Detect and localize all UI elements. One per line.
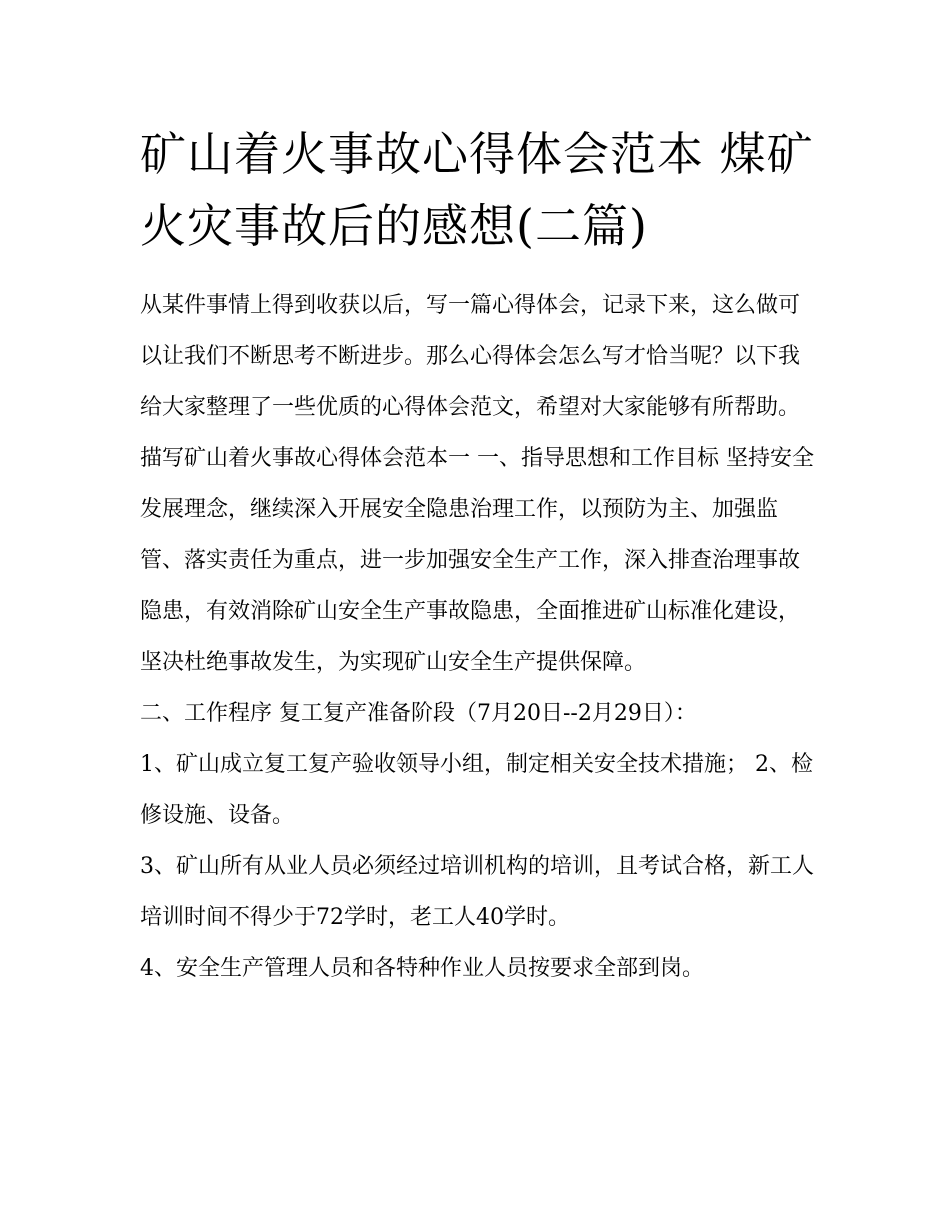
paragraph-work-procedure: 二、工作程序 复工复产准备阶段（7月20日--2月29日）： [140,701,697,726]
document-title: 矿山着火事故心得体会范本 煤矿火灾事故后的感想(二篇) [140,127,814,253]
paragraph-guiding-thought: 描写矿山着火事故心得体会范本一 一、指导思想和工作目标 坚持安全发展理念，继续深入开展安全隐患治理工作，以预防为主、加强监管、落实责任为重点，进一步加强安全生产工作，深入排查治理事故隐患，有效消除矿山安全生产事故隐患，全面推进矿山标准化建设，坚决杜绝事故发生，为实现矿山安全生产提供保障。 [140,446,814,675]
document-body [140,280,820,994]
paragraph-intro: 从某件事情上得到收获以后，写一篇心得体会，记录下来，这么做可以让我们不断思考不断进步。那么心得体会怎么写才恰当呢？以下我给大家整理了一些优质的心得体会范文，希望对大家能够有所帮助。 [140,293,801,420]
paragraph-item-3: 3、矿山所有从业人员必须经过培训机构的培训，且考试合格，新工人培训时间不得少于72学时，老工人40学时。 [140,854,814,930]
paragraph-item-4: 4、安全生产管理人员和各特种作业人员按要求全部到岗。 [140,956,704,981]
paragraph-item-1-2: 1、矿山成立复工复产验收领导小组，制定相关安全技术措施； 2、检修设施、设备。 [140,752,813,828]
